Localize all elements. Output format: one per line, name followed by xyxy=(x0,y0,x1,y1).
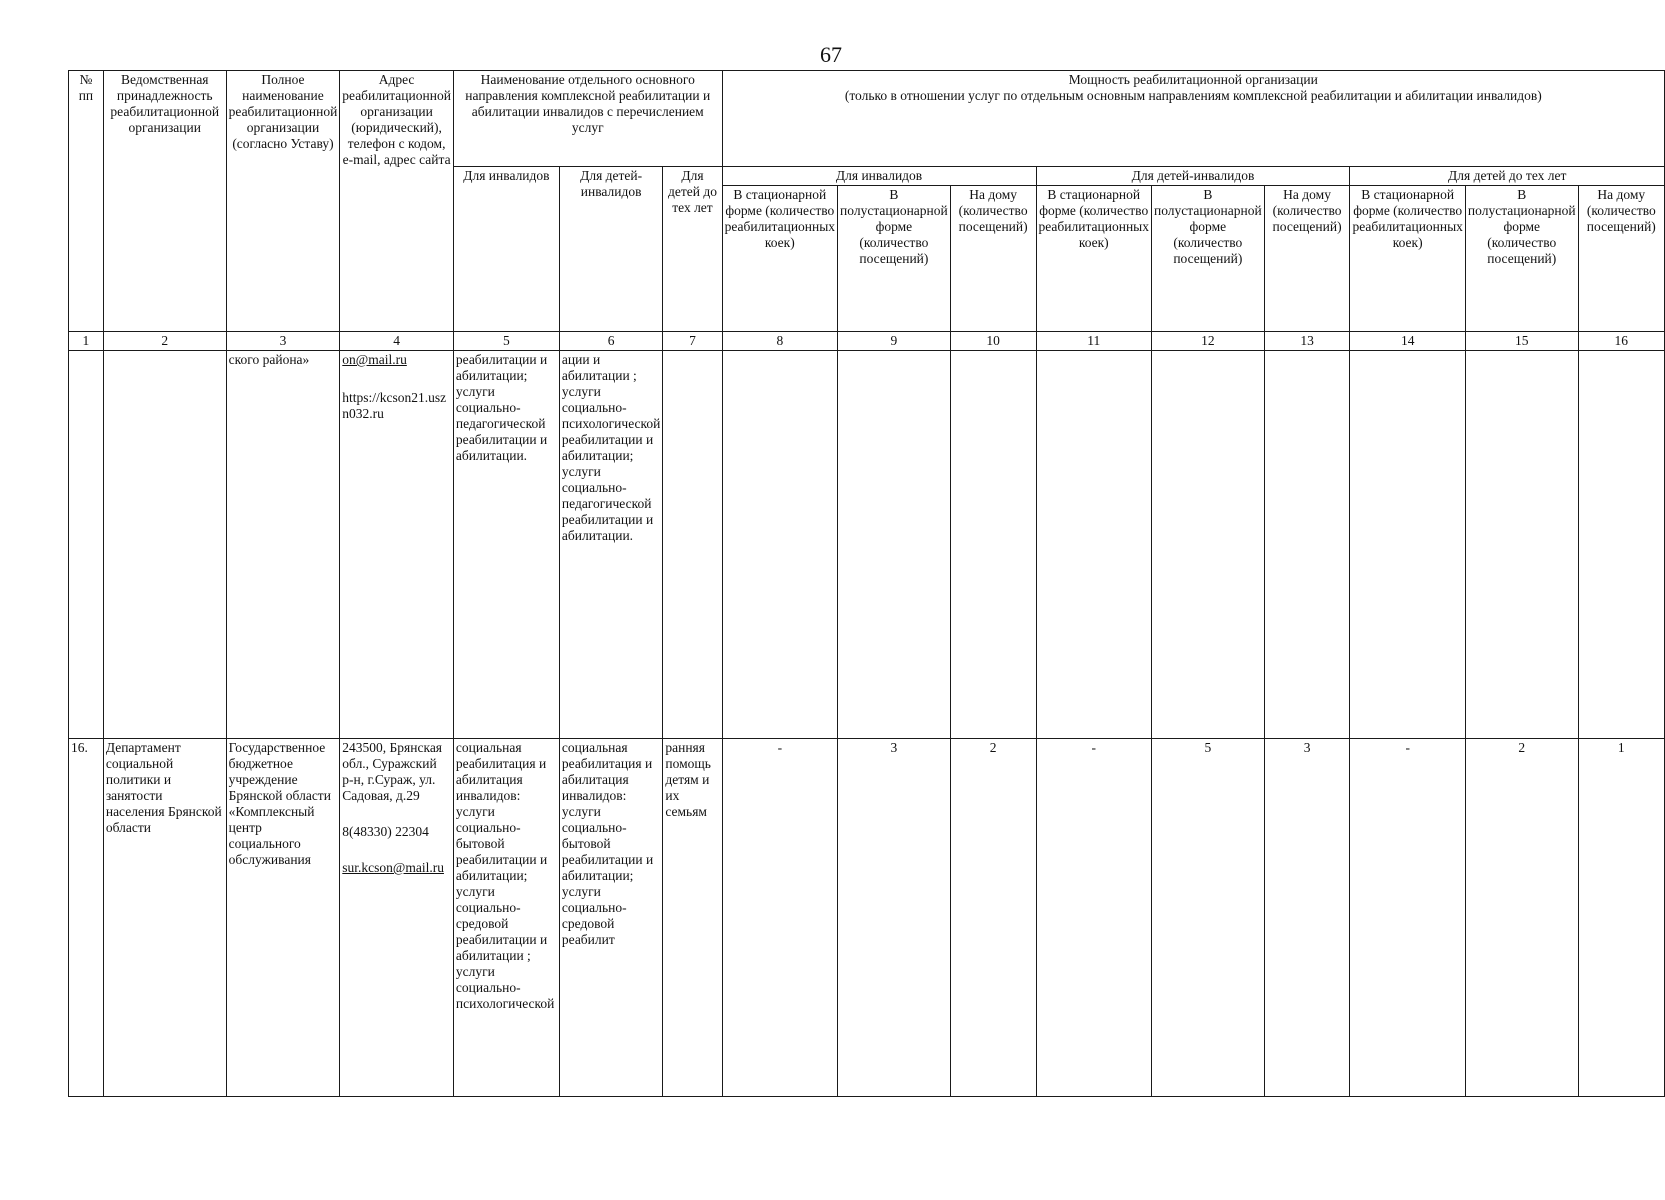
row16-value: - xyxy=(1036,739,1151,1097)
row16-fullname: Государственное бюджетное учреждение Брянской области «Комплексный центр социального обслуживания xyxy=(226,739,340,1097)
rehab-table xyxy=(68,70,1665,1097)
header-group-children: Для детей-инвалидов xyxy=(1036,167,1350,186)
row16-address-main: 243500, Брянская обл., Суражский р-н, г.Сураж, ул. Садовая, д.29 xyxy=(342,740,443,803)
header-col-address: Адрес реабилитационной организации (юридический), телефон с кодом, e-mail, адрес сайта xyxy=(340,71,454,332)
cont-fullname: ского района» xyxy=(226,351,340,739)
table-row-16 xyxy=(69,739,1665,1097)
header-col-direction: Наименование отдельного основного направления комплексной реабилитации и абилитации инвалидов с перечислением услуг xyxy=(453,71,722,167)
col-number: 12 xyxy=(1151,332,1264,351)
col-number: 14 xyxy=(1350,332,1465,351)
header-dir-children: Для детей-инвалидов xyxy=(559,167,662,332)
cont-address xyxy=(340,351,454,739)
row16-no: 16. xyxy=(69,739,104,1097)
col-number: 4 xyxy=(340,332,454,351)
header-col-dept: Ведомственная принадлежность реабилитационной организации xyxy=(103,71,226,332)
col-number: 1 xyxy=(69,332,104,351)
header-yg-stationary: В стационарной форме (количество реабилитационных коек) xyxy=(1350,186,1465,332)
table-row-continued xyxy=(69,351,1665,739)
header-dir-young: Для детей до тех лет xyxy=(663,167,722,332)
header-col-fullname: Полное наименование реабилитационной организации (согласно Уставу) xyxy=(226,71,340,332)
cont-website: https://kcson21.uszn032.ru xyxy=(342,390,447,421)
cont-dir-invalids: реабилитации и абилитации; услуги социально-педагогической реабилитации и абилитации. xyxy=(453,351,559,739)
cont-dir-children: ации и абилитации ; услуги социально-психологической реабилитации и абилитации; услуги социально-педагогической реабилитации и абилитации. xyxy=(559,351,662,739)
cont-dir-young xyxy=(663,351,722,739)
col-number: 2 xyxy=(103,332,226,351)
row16-value: 2 xyxy=(950,739,1036,1097)
header-yg-home: На дому (количество посещений) xyxy=(1578,186,1664,332)
header-col-no: № пп xyxy=(69,71,104,332)
header-group-young: Для детей до тех лет xyxy=(1350,167,1665,186)
header-row-1 xyxy=(69,71,1665,167)
cont-no xyxy=(69,351,104,739)
row16-value: 5 xyxy=(1151,739,1264,1097)
header-ch-stationary: В стационарной форме (количество реабилитационных коек) xyxy=(1036,186,1151,332)
col-number: 13 xyxy=(1264,332,1350,351)
row16-value: 2 xyxy=(1465,739,1578,1097)
header-inv-home: На дому (количество посещений) xyxy=(950,186,1036,332)
header-group-invalids: Для инвалидов xyxy=(722,167,1036,186)
row16-address xyxy=(340,739,454,1097)
column-number-row xyxy=(69,332,1665,351)
row16-dir-invalids: социальная реабилитация и абилитация инвалидов: услуги социально-бытовой реабилитации и абилитации; услуги социально-средовой реабилитации и абилитации ; услуги социально-психологической xyxy=(453,739,559,1097)
row16-value: 1 xyxy=(1578,739,1664,1097)
header-col-capacity xyxy=(722,71,1664,167)
capacity-subtitle: (только в отношении услуг по отдельным основным направлениям комплексной реабилитации и абилитации инвалидов) xyxy=(844,88,1542,103)
col-number: 8 xyxy=(722,332,837,351)
col-number: 7 xyxy=(663,332,722,351)
row16-dept: Департамент социальной политики и занятости населения Брянской области xyxy=(103,739,226,1097)
col-number: 15 xyxy=(1465,332,1578,351)
header-inv-semistationary: В полустационарной форме (количество посещений) xyxy=(838,186,951,332)
capacity-title: Мощность реабилитационной организации xyxy=(1068,72,1318,87)
cont-email: on@mail.ru xyxy=(342,352,407,367)
col-number: 9 xyxy=(838,332,951,351)
header-dir-invalids: Для инвалидов xyxy=(453,167,559,332)
row16-dir-young: ранняя помощь детям и их семьям xyxy=(663,739,722,1097)
col-number: 5 xyxy=(453,332,559,351)
row16-value: - xyxy=(1350,739,1465,1097)
row16-value: 3 xyxy=(1264,739,1350,1097)
col-number: 16 xyxy=(1578,332,1664,351)
header-yg-semistationary: В полустационарной форме (количество посещений) xyxy=(1465,186,1578,332)
row16-dir-children: социальная реабилитация и абилитация инвалидов: услуги социально-бытовой реабилитации и абилитации; услуги социально-средовой реабилит xyxy=(559,739,662,1097)
header-ch-home: На дому (количество посещений) xyxy=(1264,186,1350,332)
row16-value: 3 xyxy=(838,739,951,1097)
page-number: 67 xyxy=(820,42,842,67)
col-number: 3 xyxy=(226,332,340,351)
row16-phone: 8(48330) 22304 xyxy=(342,824,429,839)
col-number: 10 xyxy=(950,332,1036,351)
row16-value: - xyxy=(722,739,837,1097)
row16-email: sur.kcson@mail.ru xyxy=(342,860,444,875)
header-inv-stationary: В стационарной форме (количество реабилитационных коек) xyxy=(722,186,837,332)
col-number: 6 xyxy=(559,332,662,351)
cont-dept xyxy=(103,351,226,739)
header-ch-semistationary: В полустационарной форме (количество посещений) xyxy=(1151,186,1264,332)
col-number: 11 xyxy=(1036,332,1151,351)
